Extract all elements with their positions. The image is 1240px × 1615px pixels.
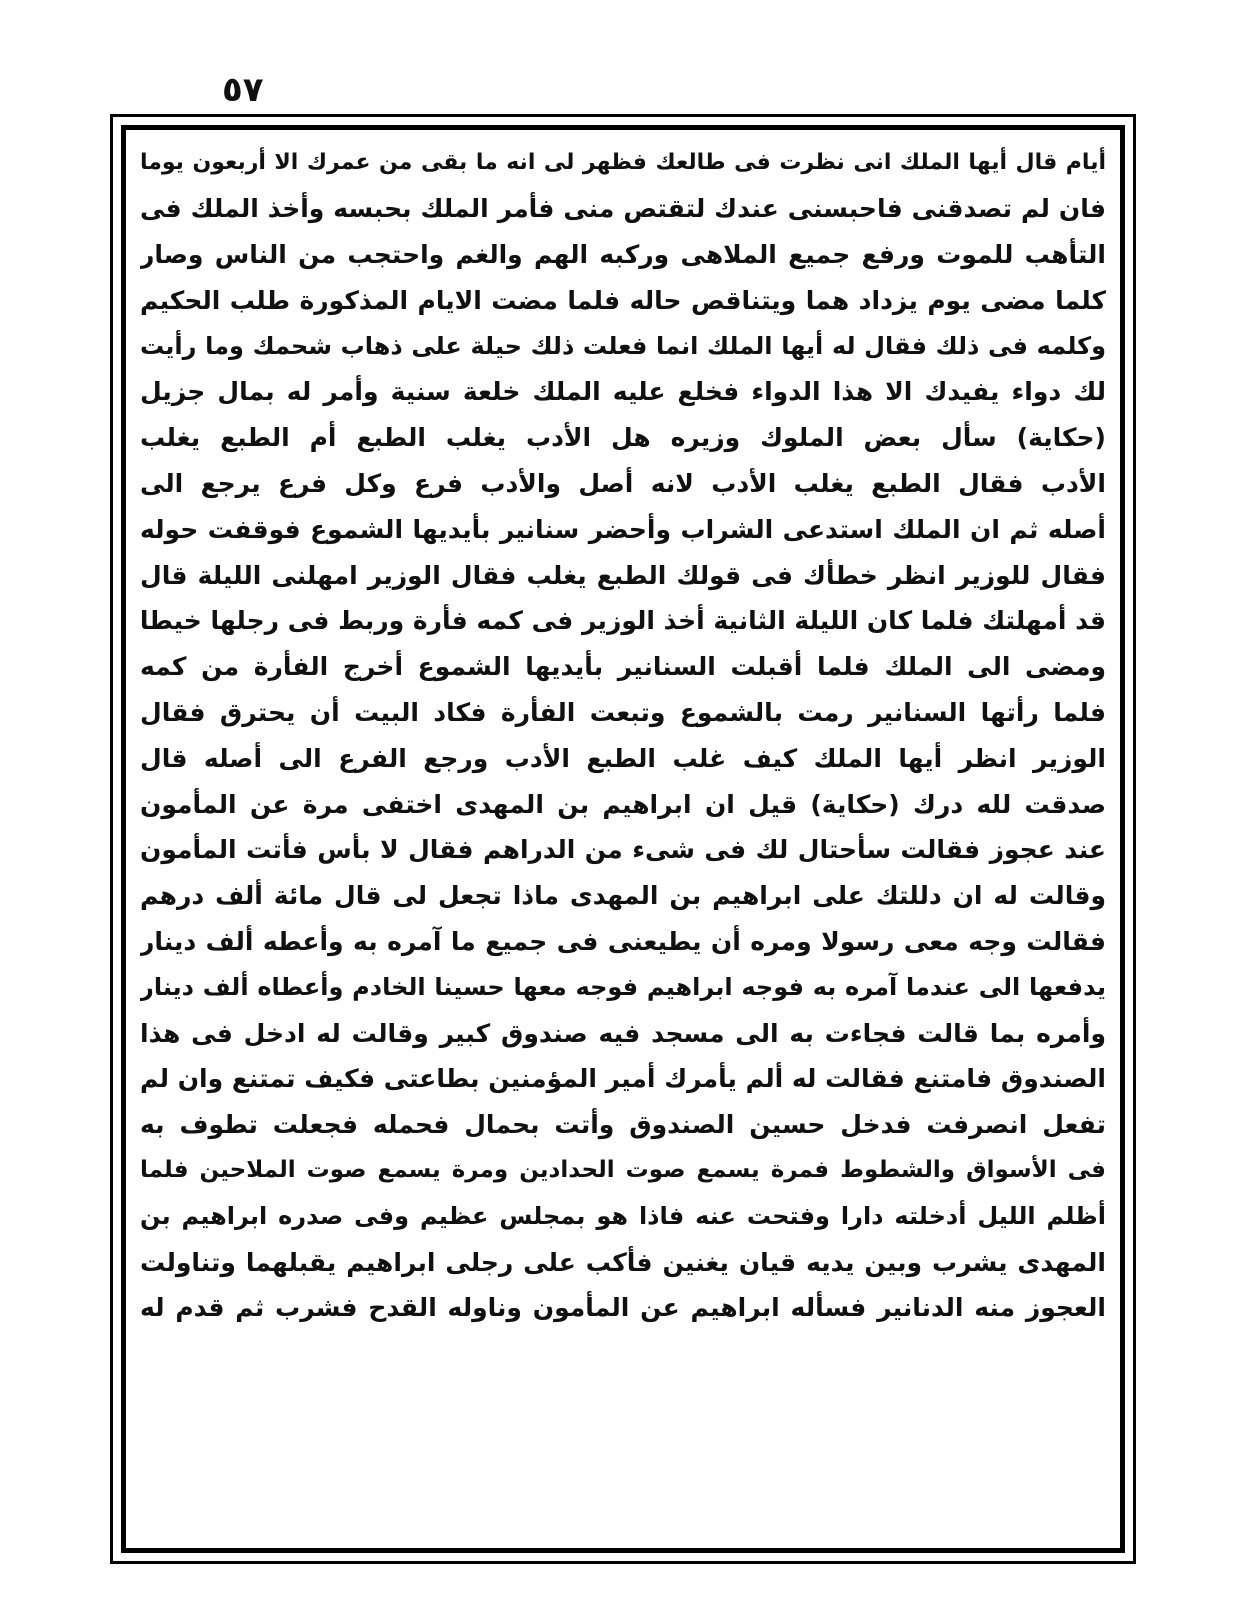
text-line: [140, 644, 1106, 690]
text-line-content: فقالت وجه معى رسولا ومره أن يطيعنى فى جميع ما آمره به وأعطه ألف دينار: [140, 926, 1106, 956]
text-line-content: العجوز منه الدنانير فسأله ابراهيم عن المأمون وناوله القدح فشرب ثم قدم له: [140, 1293, 1106, 1323]
text-line: [140, 323, 1106, 369]
text-line: [140, 1056, 1106, 1102]
text-line: [140, 369, 1106, 415]
text-line-content: قد أمهلتك فلما كان الليلة الثانية أخذ الوزير فى كمه فأرة وربط فى رجلها خيطا: [140, 606, 1106, 636]
text-line: [140, 1193, 1106, 1239]
text-line: [140, 1239, 1106, 1285]
text-line-content: الأدب فقال الطبع يغلب الأدب لانه أصل والأدب فرع وكل فرع يرجع الى: [140, 468, 1106, 498]
text-line-content: كلما مضى يوم يزداد هما ويتناقص حاله فلما مضت الايام المذكورة طلب الحكيم: [140, 285, 1106, 315]
text-line: [140, 873, 1106, 919]
text-line-content: لك دواء يفيدك الا هذا الدواء فخلع عليه الملك خلعة سنية وأمر له بمال جزيل: [140, 377, 1106, 407]
text-line: [140, 552, 1106, 598]
text-line-content: وكلمه فى ذلك فقال له أيها الملك انما فعلت ذلك حيلة على ذهاب شحمك وما رأيت: [140, 332, 1106, 361]
page-border: [110, 114, 1136, 1564]
text-line-content: وقالت له ان دللتك على ابراهيم بن المهدى ماذا تجعل لى قال مائة ألف درهم: [140, 881, 1106, 911]
text-line-content: فقال للوزير انظر خطأك فى قولك الطبع يغلب فقال الوزير امهلنى الليلة قال: [140, 560, 1106, 590]
text-line: [140, 186, 1106, 232]
text-line-content: (حكاية) سأل بعض الملوك وزيره هل الأدب يغلب الطبع أم الطبع يغلب: [140, 423, 1106, 453]
text-line-content: الصندوق فامتنع فقالت له ألم يأمرك أمير المؤمنين بطاعتى فكيف تمتنع وان لم: [140, 1064, 1106, 1094]
text-line-content: المهدى يشرب وبين يديه قيان يغنين فأكب على رجلى ابراهيم يقبلهما وتناولت: [140, 1247, 1106, 1277]
page-border-inner: [121, 125, 1125, 1553]
text-line-content: فان لم تصدقنى فاحبسنى عندك لتقتص منى فأمر الملك بحبسه وأخذ الملك فى: [140, 194, 1106, 224]
text-line-content: أيام قال أيها الملك انى نظرت فى طالعك فظهر لى انه ما بقى من عمرك الا أربعون يوما: [140, 149, 1106, 175]
page-number: ٥٧: [222, 70, 264, 110]
text-line: [140, 277, 1106, 323]
text-line: [140, 506, 1106, 552]
text-line-content: تفعل انصرفت فدخل حسين الصندوق وأتت بحمال فحمله فجعلت تطوف به: [140, 1110, 1106, 1140]
text-line-content: صدقت لله درك (حكاية) قيل ان ابراهيم بن المهدى اختفى مرة عن المأمون: [140, 789, 1106, 819]
text-line-content: أصله ثم ان الملك استدعى الشراب وأحضر سنانير بأيديها الشموع فوقفت حوله: [140, 514, 1106, 544]
text-line-content: فلما رأتها السنانير رمت بالشموع وتبعت الفأرة فكاد البيت أن يحترق فقال: [140, 697, 1106, 727]
text-line-content: أظلم الليل أدخلته دارا وفتحت عنه فاذا هو بمجلس عظيم وفى صدره ابراهيم بن: [140, 1202, 1106, 1231]
text-line-content: يدفعها الى عندما آمره به فوجه ابراهيم فوجه معها حسينا الخادم وأعطاه ألف دينار: [140, 973, 1106, 1002]
text-line-content: التأهب للموت ورفع جميع الملاهى وركبه الهم والغم واحتجب من الناس وصار: [140, 239, 1106, 269]
text-line: [140, 598, 1106, 644]
text-line: [140, 1102, 1106, 1148]
text-line-content: الوزير انظر أيها الملك كيف غلب الطبع الأدب ورجع الفرع الى أصله قال: [140, 743, 1106, 773]
text-line: [140, 919, 1106, 965]
text-line: [140, 781, 1106, 827]
text-line: [140, 827, 1106, 873]
text-line: [140, 735, 1106, 781]
text-line-content: ومضى الى الملك فلما أقبلت السنانير بأيديها الشموع أخرج الفأرة من كمه: [140, 652, 1106, 682]
text-line: [140, 1148, 1106, 1194]
text-line: [140, 140, 1106, 186]
text-line: [140, 232, 1106, 278]
text-line-content: وأمره بما قالت فجاءت به الى مسجد فيه صندوق كبير وقالت له ادخل فى هذا: [140, 1018, 1106, 1048]
text-line: [140, 461, 1106, 507]
text-line: [140, 415, 1106, 461]
text-line: [140, 690, 1106, 736]
text-line-content: عند عجوز فقالت سأحتال لك فى شىء من الدراهم فقال لا بأس فأتت المأمون: [140, 835, 1106, 865]
text-body: [140, 140, 1106, 1538]
text-line-content: فى الأسواق والشطوط فمرة يسمع صوت الحدادين ومرة يسمع صوت الملاحين فلما: [140, 1156, 1106, 1183]
text-line: [140, 1285, 1106, 1331]
text-line: [140, 1010, 1106, 1056]
text-line: [140, 964, 1106, 1010]
